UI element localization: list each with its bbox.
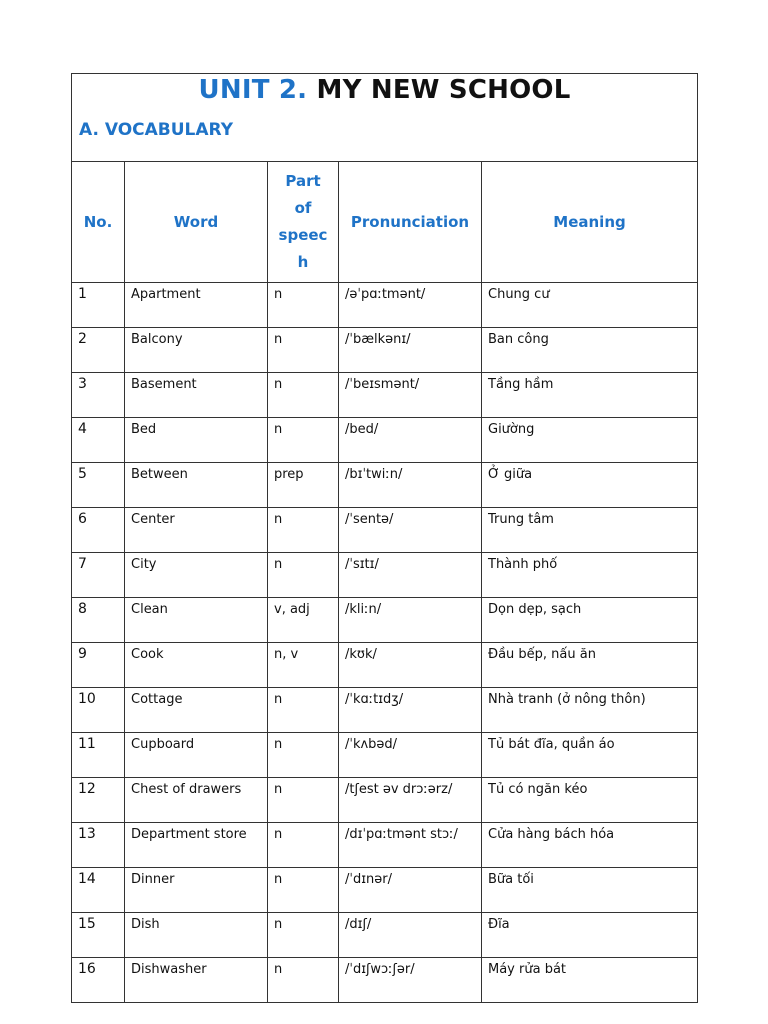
row-word: Clean: [125, 598, 268, 643]
row-number: 4: [72, 418, 125, 463]
row-pronunciation: /ˈkɑːtɪdʒ/: [339, 688, 482, 733]
row-meaning: Giường: [482, 418, 698, 463]
row-pronunciation: /ˈbælkənɪ/: [339, 328, 482, 373]
row-pronunciation: /əˈpɑːtmənt/: [339, 283, 482, 328]
table-row: [72, 823, 698, 868]
row-pronunciation: /tʃest əv drɔːərz/: [339, 778, 482, 823]
header-no: No.: [72, 162, 125, 283]
row-number: 11: [72, 733, 125, 778]
row-number: 15: [72, 913, 125, 958]
row-part-of-speech: n: [268, 778, 339, 823]
row-word: Cupboard: [125, 733, 268, 778]
row-meaning: Tủ bát đĩa, quần áo: [482, 733, 698, 778]
row-part-of-speech: n: [268, 373, 339, 418]
row-part-of-speech: n: [268, 913, 339, 958]
row-pronunciation: /bed/: [339, 418, 482, 463]
row-word: Cook: [125, 643, 268, 688]
table-row: [72, 553, 698, 598]
header-pos-line: of: [294, 199, 312, 217]
row-word: Dishwasher: [125, 958, 268, 1003]
row-pronunciation: /ˈsentə/: [339, 508, 482, 553]
row-number: 13: [72, 823, 125, 868]
row-part-of-speech: n, v: [268, 643, 339, 688]
row-pronunciation: /kʊk/: [339, 643, 482, 688]
table-row: [72, 733, 698, 778]
unit-name: MY NEW SCHOOL: [316, 75, 571, 105]
row-meaning: Tầng hầm: [482, 373, 698, 418]
table-row: [72, 958, 698, 1003]
table-row: [72, 373, 698, 418]
row-part-of-speech: n: [268, 733, 339, 778]
table-row: [72, 778, 698, 823]
row-pronunciation: /kliːn/: [339, 598, 482, 643]
row-part-of-speech: n: [268, 958, 339, 1003]
row-meaning: Máy rửa bát: [482, 958, 698, 1003]
row-word: Dinner: [125, 868, 268, 913]
header-pos-line: Part: [285, 172, 321, 190]
row-number: 10: [72, 688, 125, 733]
table-row: [72, 328, 698, 373]
row-meaning: Ban công: [482, 328, 698, 373]
row-part-of-speech: n: [268, 418, 339, 463]
table-row: [72, 508, 698, 553]
row-number: 7: [72, 553, 125, 598]
page-title: [72, 75, 697, 105]
row-part-of-speech: n: [268, 283, 339, 328]
row-part-of-speech: n: [268, 508, 339, 553]
row-meaning: Đĩa: [482, 913, 698, 958]
row-word: Cottage: [125, 688, 268, 733]
row-number: 14: [72, 868, 125, 913]
row-number: 6: [72, 508, 125, 553]
row-part-of-speech: v, adj: [268, 598, 339, 643]
row-word: Chest of drawers: [125, 778, 268, 823]
row-word: City: [125, 553, 268, 598]
row-part-of-speech: n: [268, 328, 339, 373]
row-word: Center: [125, 508, 268, 553]
row-pronunciation: /ˈbeɪsmənt/: [339, 373, 482, 418]
row-number: 12: [72, 778, 125, 823]
table-body: [72, 283, 698, 1003]
header-part-of-speech: [268, 162, 339, 283]
row-part-of-speech: prep: [268, 463, 339, 508]
row-pronunciation: /dɪʃ/: [339, 913, 482, 958]
row-pronunciation: /bɪˈtwiːn/: [339, 463, 482, 508]
table-row: [72, 688, 698, 733]
row-part-of-speech: n: [268, 823, 339, 868]
row-part-of-speech: n: [268, 553, 339, 598]
table-row: [72, 868, 698, 913]
row-meaning: Chung cư: [482, 283, 698, 328]
row-word: Balcony: [125, 328, 268, 373]
row-part-of-speech: n: [268, 868, 339, 913]
table-row: [72, 643, 698, 688]
row-part-of-speech: n: [268, 688, 339, 733]
row-meaning: Nhà tranh (ở nông thôn): [482, 688, 698, 733]
table-row: [72, 913, 698, 958]
row-number: 5: [72, 463, 125, 508]
row-word: Bed: [125, 418, 268, 463]
row-meaning: Tủ có ngăn kéo: [482, 778, 698, 823]
table-header-row: [72, 162, 698, 283]
header-meaning: Meaning: [482, 162, 698, 283]
row-number: 8: [72, 598, 125, 643]
vocabulary-document: [71, 73, 697, 1003]
row-number: 1: [72, 283, 125, 328]
title-cell: [72, 74, 698, 162]
table-row: [72, 463, 698, 508]
row-number: 16: [72, 958, 125, 1003]
row-pronunciation: /ˈsɪtɪ/: [339, 553, 482, 598]
header-word: Word: [125, 162, 268, 283]
row-word: Department store: [125, 823, 268, 868]
row-meaning: Cửa hàng bách hóa: [482, 823, 698, 868]
row-meaning: Đầu bếp, nấu ăn: [482, 643, 698, 688]
row-meaning: Bữa tối: [482, 868, 698, 913]
row-pronunciation: /ˈdɪnər/: [339, 868, 482, 913]
header-pronunciation: Pronunciation: [339, 162, 482, 283]
row-word: Apartment: [125, 283, 268, 328]
table-row: [72, 418, 698, 463]
table-row: [72, 598, 698, 643]
row-pronunciation: /ˈkʌbəd/: [339, 733, 482, 778]
row-word: Dish: [125, 913, 268, 958]
table-row: [72, 283, 698, 328]
row-word: Between: [125, 463, 268, 508]
row-word: Basement: [125, 373, 268, 418]
header-pos-line: h: [297, 253, 309, 271]
row-number: 9: [72, 643, 125, 688]
row-meaning: Thành phố: [482, 553, 698, 598]
row-number: 3: [72, 373, 125, 418]
vocabulary-table: [71, 73, 698, 1003]
header-pos-line: speec: [278, 226, 328, 244]
row-meaning: Trung tâm: [482, 508, 698, 553]
unit-label: UNIT 2.: [198, 75, 308, 105]
row-number: 2: [72, 328, 125, 373]
section-heading: A. VOCABULARY: [79, 120, 234, 140]
row-meaning: Ở giữa: [482, 463, 698, 508]
row-pronunciation: /dɪˈpɑːtmənt stɔː/: [339, 823, 482, 868]
row-meaning: Dọn dẹp, sạch: [482, 598, 698, 643]
row-pronunciation: /ˈdɪʃwɔːʃər/: [339, 958, 482, 1003]
